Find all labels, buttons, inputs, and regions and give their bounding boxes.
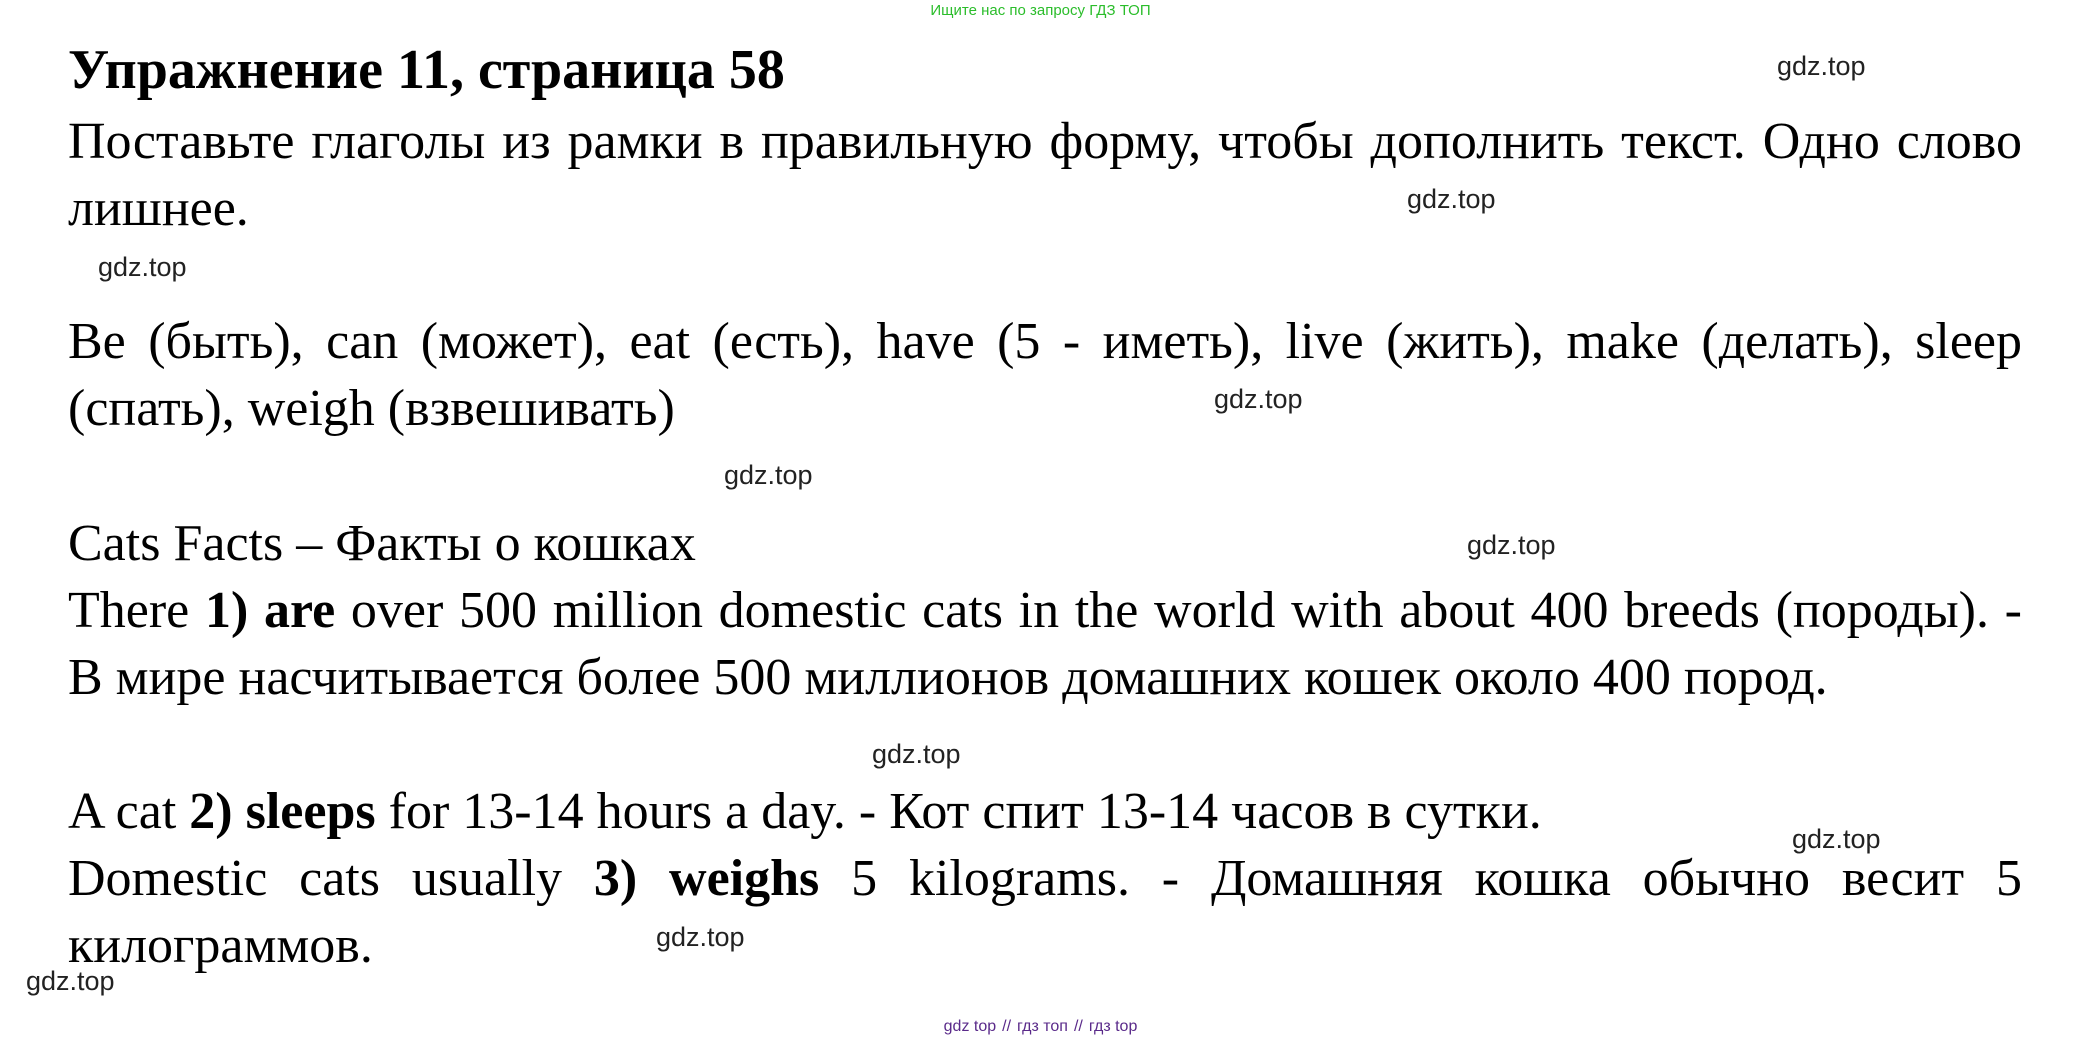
- answer-1: 1) are: [204, 582, 336, 639]
- sentence-1-after: over 500 million domestic cats in the world with about 400 breeds (породы). - В мире насчитывается более 500 миллионов домашних кошек около 400 пород.: [68, 582, 2022, 706]
- top-banner: Ищите нас по запросу ГДЗ ТОП: [930, 2, 1151, 19]
- sentence-1-before: There: [68, 582, 205, 639]
- sentence-1: [68, 577, 2022, 711]
- sentence-3-after: 5 kilograms. - Домашняя кошка обычно весит 5 килограммов.: [68, 850, 2022, 974]
- watermark: gdz.top: [1407, 184, 1496, 214]
- watermark: gdz.top: [1792, 824, 1881, 854]
- section-title: Cats Facts – Факты о кошках: [68, 515, 696, 572]
- watermark: gdz.top: [1777, 51, 1866, 81]
- sentence-2: [68, 778, 1542, 845]
- answer-2: 2) sleeps: [189, 783, 376, 840]
- word-box: Be (быть), can (может), eat (есть), have (5 - иметь), live (жить), make (делать), sleep (спать), weigh (взвешивать): [68, 313, 2022, 437]
- sentence-3-before: Domestic cats usually: [68, 850, 594, 907]
- watermark: gdz.top: [26, 966, 115, 996]
- footer-separator: //: [1073, 1018, 1083, 1035]
- watermark: gdz.top: [1467, 530, 1556, 560]
- footer-separator: //: [1002, 1018, 1012, 1035]
- watermark: gdz.top: [98, 252, 187, 282]
- watermark: gdz.top: [872, 739, 961, 769]
- footer-part-1: gdz top: [943, 1018, 997, 1035]
- watermark: gdz.top: [724, 460, 813, 490]
- exercise-title: Упражнение 11, страница 58: [68, 39, 785, 101]
- sentence-2-after: for 13-14 hours a day. - Кот спит 13-14 часов в сутки.: [375, 783, 1542, 840]
- footer-part-3: гдз top: [1088, 1018, 1138, 1035]
- answer-3: 3) weighs: [593, 850, 820, 907]
- sentence-3: [68, 845, 2022, 979]
- instruction-text: Поставьте глаголы из рамки в правильную форму, чтобы дополнить текст. Одно слово лишнее.: [68, 113, 2022, 237]
- watermark: gdz.top: [656, 922, 745, 952]
- watermark: gdz.top: [1214, 384, 1303, 414]
- sentence-2-before: A cat: [68, 783, 190, 840]
- footer: [0, 1018, 2081, 1036]
- footer-part-2: гдз топ: [1017, 1018, 1068, 1035]
